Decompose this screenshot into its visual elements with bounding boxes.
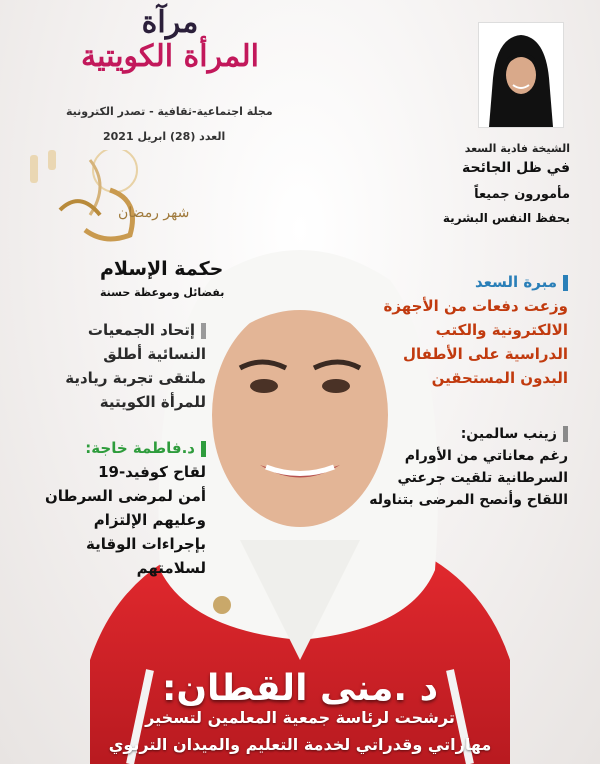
fatima-line-4: بإجراءات الوقاية bbox=[85, 535, 206, 553]
masthead bbox=[70, 5, 270, 74]
ittihad-line-3: ملتقى تجربة ريادية bbox=[65, 369, 206, 387]
ittihad-line-4: للمرأة الكويتية bbox=[99, 393, 206, 411]
masthead-main-word: المرأة الكويتية bbox=[81, 39, 259, 74]
ittihad-story bbox=[10, 318, 206, 414]
sheikha-name: الشيخة فادية السعد bbox=[464, 142, 570, 155]
zainab-line-3: اللقاح وأنصح المرضى بتناوله bbox=[369, 492, 568, 508]
sheikha-headline-2: مأمورون جميعاً bbox=[474, 187, 570, 202]
zainab-line-1: رغم معاناتي من الأورام bbox=[404, 448, 568, 464]
cover-subtitle-1: ترشحت لرئاسة جمعية المعلمين لتسخير bbox=[145, 708, 455, 727]
mabarra-line-3: الدراسية على الأطفال bbox=[402, 345, 568, 363]
masthead-subtitle: مجلة اجتماعية-ثقافية - تصدر الكترونية bbox=[66, 105, 273, 118]
section-bar bbox=[201, 323, 206, 339]
ramadan-lantern-art bbox=[20, 150, 170, 250]
fatima-story bbox=[10, 436, 206, 580]
mabarra-line-4: البدون المستحقين bbox=[431, 369, 568, 387]
section-bar bbox=[563, 275, 568, 291]
fatima-line-2: أمن لمرضى السرطان bbox=[45, 487, 206, 505]
section-bar bbox=[201, 441, 206, 457]
fatima-line-1: لقاح كوفيد-19 bbox=[98, 463, 206, 481]
mabarra-line-1: وزعت دفعات من الأجهزة bbox=[383, 297, 568, 315]
issue-number: العدد (28) ابريل 2021 bbox=[103, 130, 226, 143]
fatima-line-5: لسلامتهم bbox=[136, 559, 206, 577]
fatima-heading: د.فاطمة خاجة: bbox=[85, 439, 195, 457]
ramadan-headline: حكمة الإسلام bbox=[100, 258, 224, 280]
zainab-heading: زينب سالمين: bbox=[460, 426, 557, 442]
section-bar bbox=[563, 426, 568, 442]
ittihad-line-2: النسائية أطلق bbox=[103, 345, 206, 363]
cover-title: د .منى القطان: bbox=[161, 668, 439, 709]
sheikha-headline-1: في ظل الجائحة bbox=[461, 160, 570, 176]
fatima-line-3: وعليهم الإلتزام bbox=[93, 511, 206, 529]
mabarra-line-2: الالكترونية والكتب bbox=[435, 321, 568, 339]
ramadan-art-text: شهر رمضان bbox=[118, 205, 190, 221]
sheikha-portrait bbox=[478, 22, 564, 128]
zainab-story bbox=[338, 423, 568, 511]
ramadan-subheadline: بفضائل وموعظة حسنة bbox=[100, 286, 225, 299]
ittihad-line-1: إتحاد الجمعيات bbox=[87, 321, 195, 339]
cover-subtitle-2: مهاراتي وقدراتي لخدمة التعليم والميدان التربوي bbox=[108, 735, 492, 754]
mabarra-heading: مبرة السعد bbox=[475, 273, 557, 291]
sheikha-headline-3: بحفظ النفس البشرية bbox=[442, 211, 570, 225]
zainab-line-2: السرطانية تلقيت جرعتي bbox=[397, 470, 568, 486]
mabarra-story bbox=[348, 270, 568, 390]
masthead-top-word: مرآة bbox=[141, 5, 199, 40]
